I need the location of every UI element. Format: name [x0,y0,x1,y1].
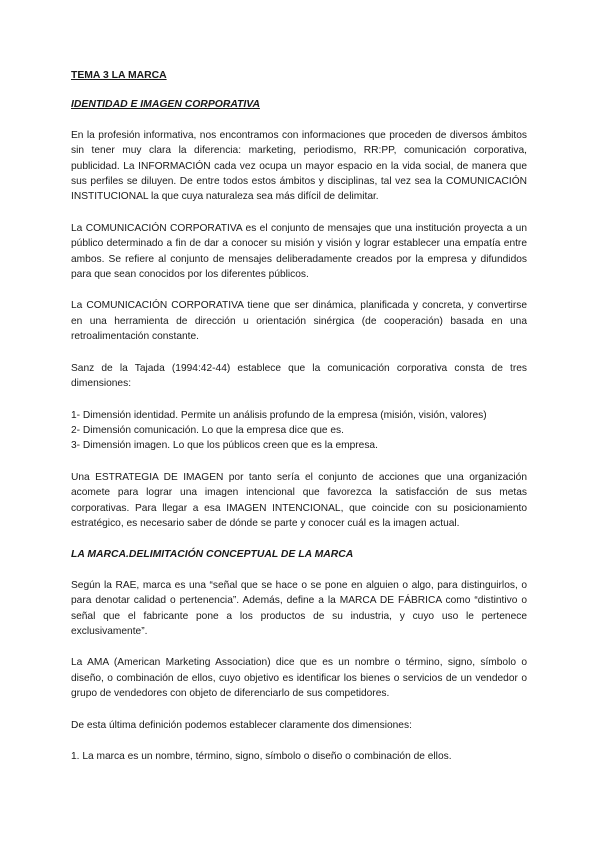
list-item: 2- Dimensión comunicación. Lo que la empresa dice que es. [71,424,344,436]
paragraph-comunicacion-corporativa: La COMUNICACIÓN CORPORATIVA es el conjunto de mensajes que una institución proyecta a un público determinado a fin de dar a conocer su misión y visión y lograr establecer una empatía entre ambos. Se refiere al conjunto de mensajes deliberadamente creados por la empresa y difundidos para que sean conocidos por los diferentes públicos. [71,222,527,281]
document-subtitle: IDENTIDAD E IMAGEN CORPORATIVA [71,99,260,111]
paragraph-dos-dimensiones: De esta última definición podemos establecer claramente dos dimensiones: [71,719,412,731]
document-page [71,68,527,780]
list-item: 3- Dimensión imagen. Lo que los públicos creen que es la empresa. [71,440,378,452]
document-title: TEMA 3 LA MARCA [71,70,167,81]
paragraph-marca-nombre: 1. La marca es un nombre, término, signo, símbolo o diseño o combinación de ellos. [71,751,452,762]
paragraph-intro: En la profesión informativa, nos encontramos con informaciones que proceden de diversos ámbitos sin tener muy clara la diferencia: marketing, periodismo, RR:PP, comunicación corporativa, publicidad. La INFORMACIÓN cada vez ocupa un mayor espacio en la vida social, de manera que sus perfiles se diluyen. De entre todos estos ámbitos y disciplinas, tal vez sea la COMUNICACIÓN INSTITUCIONAL la que cuya naturaleza sea más difícil de delimitar. [71,129,527,203]
dimensions-list [71,408,527,454]
paragraph-ama: La AMA (American Marketing Association) dice que es un nombre o término, signo, símbolo o diseño, o combinación de ellos, cuyo objetivo es identificar los bienes o servicios de un vendedor o grupo de vendedores con objeto de diferenciarlo de sus competidores. [71,657,527,700]
list-item: 1- Dimensión identidad. Permite un análisis profundo de la empresa (misión, visión, valores) [71,409,487,421]
paragraph-estrategia: Una ESTRATEGIA DE IMAGEN por tanto sería el conjunto de acciones que una organización acomete para lograr una imagen intencional que favorezca la satisfacción de sus metas corporativas. Para llegar a esa IMAGEN INTENCIONAL, que coincide con su posicionamiento estratégico, es necesario saber de dónde se parte y conocer cuál es la imagen actual. [71,471,527,529]
section-title: LA MARCA.DELIMITACIÓN CONCEPTUAL DE LA MARCA [71,549,354,561]
paragraph-rae: Según la RAE, marca es una “señal que se hace o se pone en alguien o algo, para distinguirlos, o para denotar calidad o pertenencia”. Además, define a la MARCA DE FÁBRICA como “distintivo o señal que el fabricante pone a los productos de su industria, y cuyo uso le pertenece exclusivamente”. [71,579,527,637]
paragraph-sanz-de-la-tajada: Sanz de la Tajada (1994:42-44) establece que la comunicación corporativa consta de tres dimensiones: [71,362,527,390]
paragraph-dinamica: La COMUNICACIÓN CORPORATIVA tiene que ser dinámica, planificada y concreta, y convertirse en una herramienta de dirección u orientación sinérgica (de cooperación) basada en una retroalimentación constante. [71,300,527,343]
